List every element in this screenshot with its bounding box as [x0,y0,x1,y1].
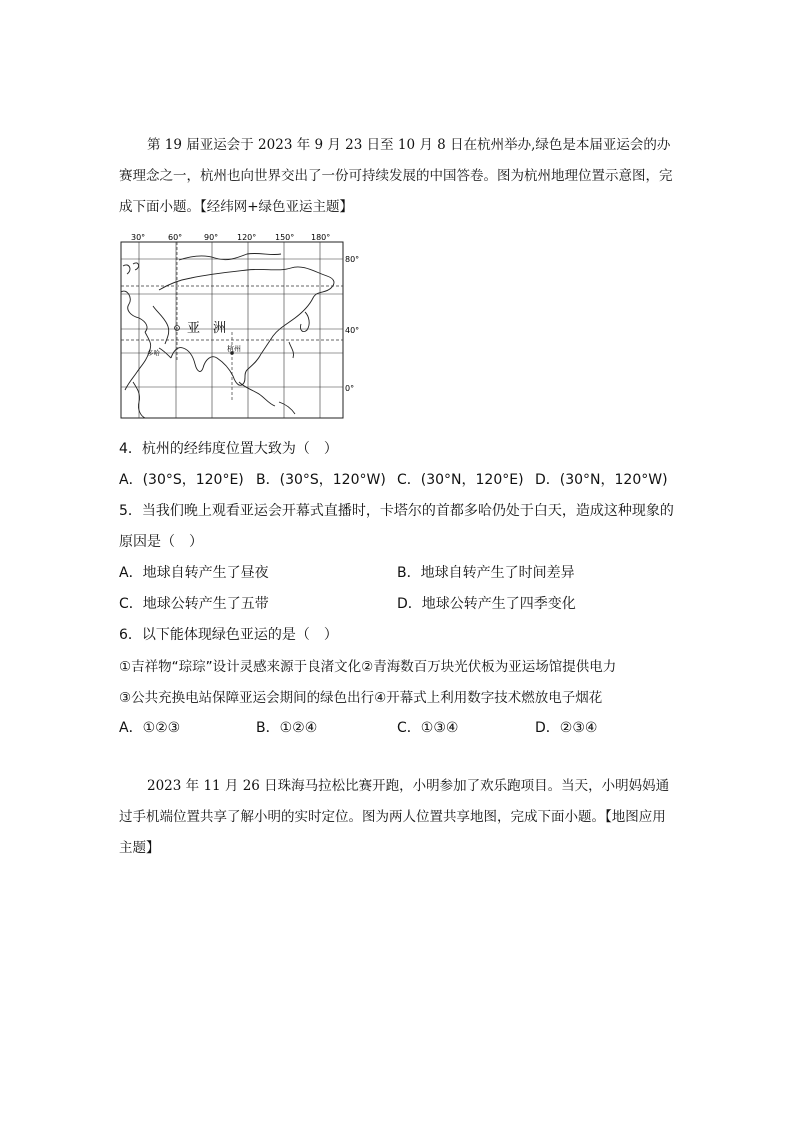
q6-item-line-1: ①吉祥物“琮琮”设计灵感来源于良渚文化②青海数百万块光伏板为亚运场馆提供电力 [119,659,617,675]
lon-label-30: 30° [131,233,146,242]
lat-label-40: 40° [345,326,359,335]
q6-item-line-2: ③公共充换电站保障亚运会期间的绿色出行④开幕式上利用数字技术燃放电子烟花 [119,690,603,706]
lon-label-120: 120° [237,233,257,242]
lat-label-80: 80° [345,255,359,264]
q4-option-c: C．(30°N，120°E) [397,472,524,488]
q6-option-b: B．①②④ [256,720,318,736]
map-label-doha: 多哈 [147,349,160,357]
lat-label-0: 0° [345,384,355,393]
q5-option-a: A．地球自转产生了昼夜 [119,565,269,581]
map-label-asia: 亚 洲 [187,321,227,336]
q4-option-b: B．(30°S，120°W) [256,472,386,488]
q6-option-c: C．①③④ [397,720,459,736]
q4-option-a: A．(30°S，120°E) [119,472,244,488]
hangzhou-location-map [119,232,359,422]
q6-option-d: D．②③④ [535,720,598,736]
intro-paragraph-2: 2023 年 11 月 26 日珠海马拉松比赛开跑，小明参加了欢乐跑项目。当天，小明妈妈通过手机端位置共享了解小明的实时定位。图为两人位置共享地图，完成下面小题。【地图应用主题】 [119,778,670,856]
lon-label-60: 60° [168,233,183,242]
q5-stem-line-1: 5．当我们晚上观看亚运会开幕式直播时，卡塔尔的首都多哈仍处于白天，造成这种现象的 [119,503,674,519]
q5-option-d: D．地球公转产生了四季变化 [397,596,576,612]
q5-option-b: B．地球自转产生了时间差异 [397,565,575,581]
q4-stem: 4．杭州的经纬度位置大致为（ ） [119,441,338,457]
lon-label-90: 90° [204,233,219,242]
q5-option-c: C．地球公转产生了五带 [119,596,269,612]
map-label-hangzhou: 杭州 [227,345,241,353]
q4-option-d: D．(30°N，120°W) [535,472,668,488]
q6-option-a: A．①②③ [119,720,181,736]
q5-stem-line-2: 原因是（ ） [119,534,203,550]
lon-label-150: 150° [275,233,295,242]
intro-paragraph-1: 第 19 届亚运会于 2023 年 9 月 23 日至 10 月 8 日在杭州举办,绿色是本届亚运会的办赛理念之一，杭州也向世界交出了一份可持续发展的中国答卷。图为杭州地理位置示意图，完成下面小题。【经纬网+绿色亚运主题】 [119,137,673,215]
q6-stem: 6．以下能体现绿色亚运的是（ ） [119,627,338,643]
lon-label-180: 180° [311,233,331,242]
